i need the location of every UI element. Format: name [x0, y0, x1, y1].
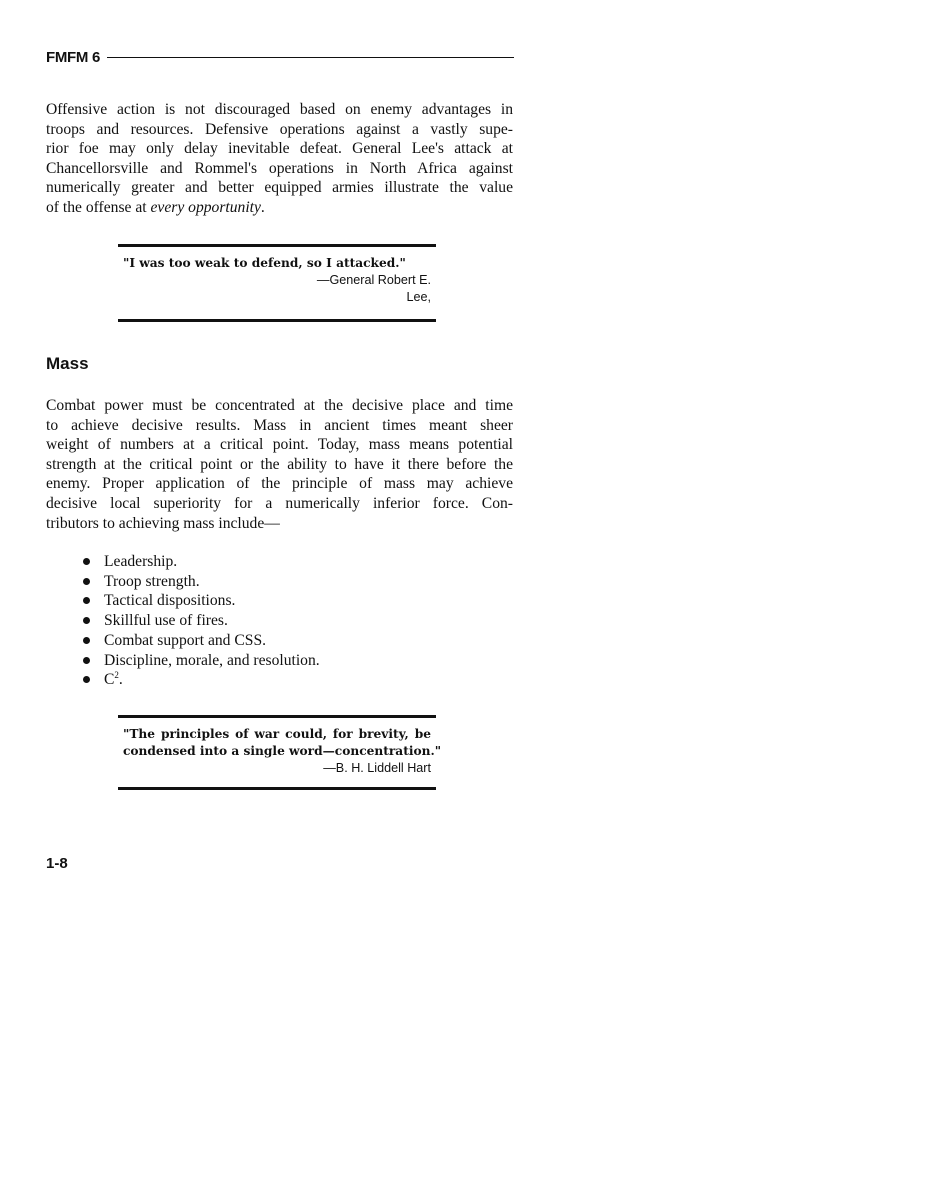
document-id: FMFM 6 [46, 48, 101, 66]
paragraph-line: Combat power must be concentrated at the decisive place and time [46, 397, 513, 414]
list-item [80, 591, 320, 611]
paragraph-text: . [260, 198, 265, 216]
paragraph-line: tributors to achieving mass include— [46, 514, 280, 532]
running-header [46, 46, 514, 68]
list-item-text: Discipline, morale, and resolution. [104, 651, 320, 669]
quote-box-liddell-hart [118, 715, 442, 790]
quote-text [123, 726, 442, 760]
paragraph-line: Chancellorsville and Rommel's operations in North Africa against [46, 159, 513, 177]
list-item [80, 552, 320, 572]
quote-attribution [123, 272, 431, 306]
list-item [80, 651, 320, 671]
mass-paragraph [46, 396, 513, 533]
list-item-text: . [118, 671, 123, 689]
offensive-paragraph [46, 100, 513, 218]
header-rule [107, 57, 514, 58]
paragraph-line: to achieve decisive results. Mass in ancient times meant sheer [46, 416, 513, 434]
paragraph-line: weight of numbers at a critical point. Today, mass means potential [46, 436, 513, 454]
attribution-line: —B. H. Liddell Hart [323, 761, 431, 775]
list-item-text: C [104, 671, 115, 689]
quote-attribution [123, 760, 431, 777]
list-item-text: Combat support and CSS. [104, 631, 267, 649]
quote-line: "The principles of war could, for brevity, be [123, 727, 431, 741]
attribution-line: —General Robert E. [316, 273, 431, 287]
bullet-icon [83, 657, 90, 664]
paragraph-line: rior foe may only delay inevitable defeat. General Lee's attack at [46, 140, 513, 158]
paragraph-text: of the offense at [46, 198, 151, 216]
list-item-text: Tactical dispositions. [104, 592, 236, 610]
paragraph-line: Offensive action is not discouraged based on enemy advantages in [46, 101, 513, 118]
paragraph-line: strength at the critical point or the ability to have it there before the [46, 455, 513, 473]
bullet-icon [83, 558, 90, 565]
bullet-icon [83, 597, 90, 604]
paragraph-line: enemy. Proper application of the principle of mass may achieve [46, 475, 513, 493]
bullet-icon [83, 578, 90, 585]
list-item-text: Skillful use of fires. [104, 612, 228, 630]
quote-box-lee [118, 244, 436, 322]
quote-line: "I was too weak to defend, so I attacked." [123, 256, 406, 270]
list-item-text: Leadership. [104, 553, 178, 570]
list-item-text: Troop strength. [104, 572, 200, 590]
bullet-icon [83, 617, 90, 624]
superscript: 2 [114, 670, 119, 681]
quote-text [123, 255, 431, 272]
list-item [80, 670, 320, 690]
paragraph-line: decisive local superiority for a numerically inferior force. Con- [46, 494, 513, 512]
bullet-icon [83, 637, 90, 644]
list-item [80, 572, 320, 592]
attribution-line: Lee, [406, 290, 431, 304]
page-number: 1-8 [46, 855, 68, 872]
paragraph-line: numerically greater and better equipped armies illustrate the value [46, 179, 513, 197]
paragraph-line: troops and resources. Defensive operations against a vastly supe- [46, 120, 513, 138]
quote-line: condensed into a single word—concentration." [123, 744, 442, 758]
emphasis-text: every opportunity [150, 198, 261, 216]
paragraph-line [46, 198, 513, 218]
contributors-list [80, 552, 320, 690]
section-heading-mass: Mass [46, 354, 89, 373]
bullet-icon [83, 676, 90, 683]
list-item [80, 611, 320, 631]
list-item [80, 631, 320, 651]
